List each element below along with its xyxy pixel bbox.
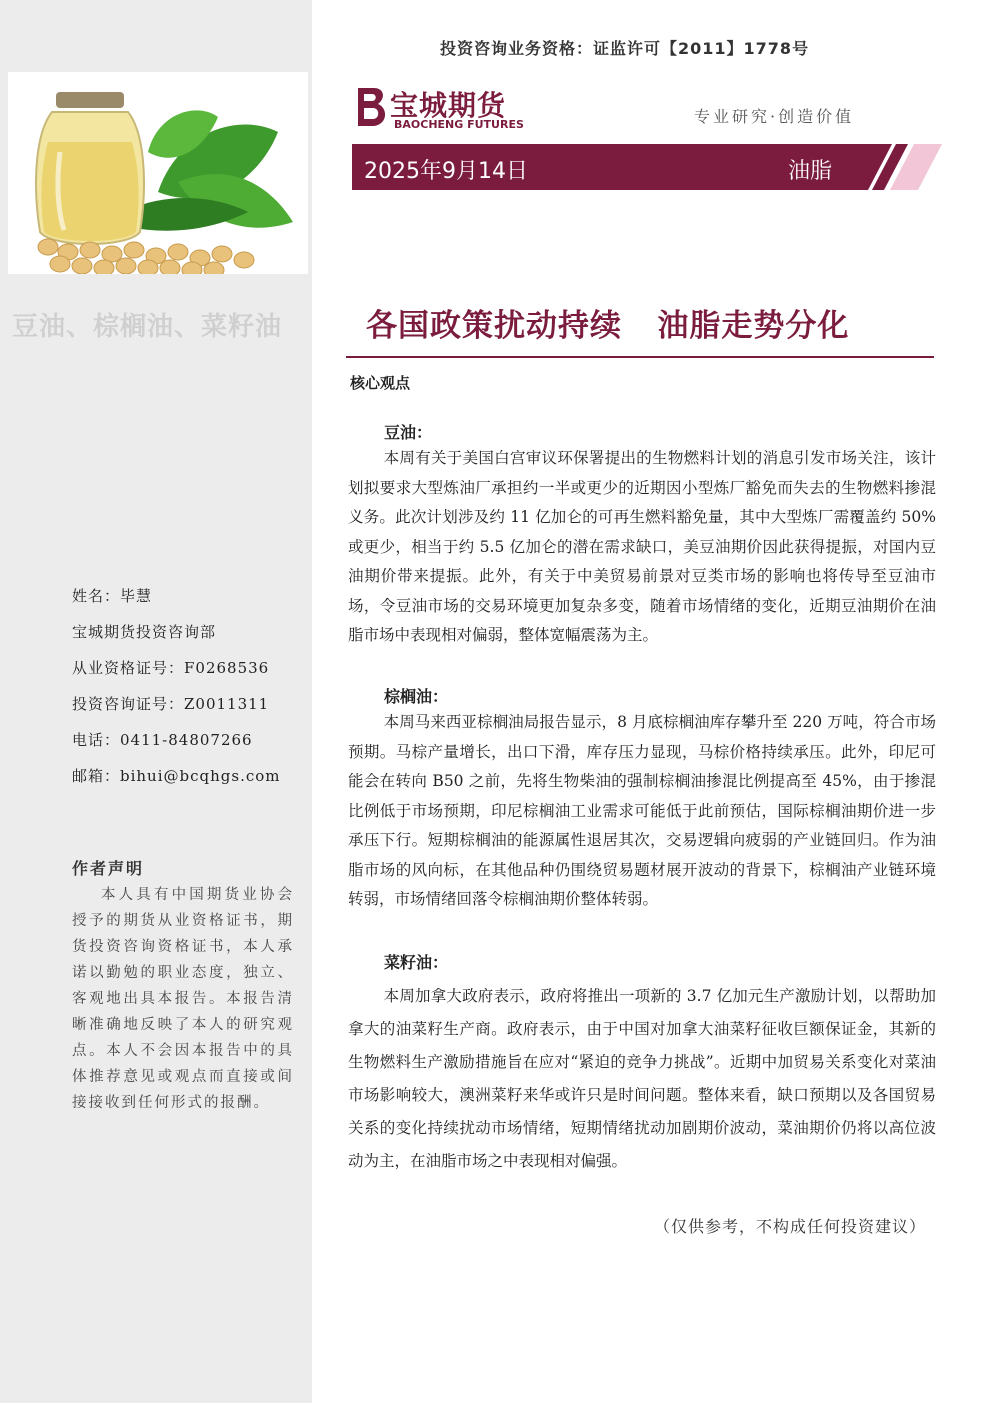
core-view-label: 核心观点 <box>350 374 411 392</box>
company-logo <box>352 84 542 134</box>
author-statement-body: 本人具有中国期货业协会授予的期货从业资格证书，期货投资咨询资格证书，本人承诺以勤勉的职业态度，独立、客观地出具本报告。本报告清晰准确地反映了本人的研究观点。本人不会因本报告中的具体推荐意见或观点而直接或间接接收到任何形式的报酬。 <box>72 887 294 1111</box>
oil-jar-and-soybeans-illustration <box>8 72 308 274</box>
product-list-title: 豆油、棕榈油、菜籽油 <box>12 312 283 342</box>
company-name-cn: 宝城期货 <box>390 89 507 122</box>
sidebar <box>0 0 312 1403</box>
investment-disclaimer: （仅供参考，不构成任何投资建议） <box>654 1217 927 1236</box>
title-divider <box>346 356 934 358</box>
section-body-rapeseed-oil: 本周加拿大政府表示，政府将推出一项新的 3.7 亿加元生产激励计划，以帮助加拿大的油菜籽生产商。政府表示，由于中国对加拿大油菜籽征收巨额保证金，其新的生物燃料生产激励措施旨在应对“紧迫的竞争力挑战”。近期中加贸易关系变化对菜油市场影响较大，澳洲菜籽来华或许只是时间问题。整体来看，缺口预期以及各国贸易关系的变化持续扰动市场情绪，短期情绪扰动加剧期价波动，菜油期价仍将以高位波动为主，在油脂市场之中表现相对偏强。 <box>348 987 936 1170</box>
section-head-soybean-oil: 豆油： <box>384 423 433 442</box>
author-contact <box>72 586 308 802</box>
section-body-palm-oil: 本周马来西亚棕榈油局报告显示，8 月底棕榈油库存攀升至 220 万吨，符合市场预期。马棕产量增长，出口下滑，库存压力显现，马棕价格持续承压。此外，印尼可能会在转向 B50 之前，先将生物柴油的强制棕榈油掺混比例提高至 45%，由于掺混比例低于市场预期，印尼棕榈油工业需求可能低于此前预估，国际棕榈油期价进一步承压下行。短期棕榈油的能源属性退居其次，交易逻辑向疲弱的产业链回归。作为油脂市场的风向标，在其他品种仍围绕贸易题材展开波动的背景下，棕榈油产业链环境转弱，市场情绪回落令棕榈油期价整体转弱。 <box>348 713 936 908</box>
company-slogan: 专业研究·创造价值 <box>694 107 855 126</box>
date-category-banner <box>352 144 942 190</box>
advisory-number: 投资咨询证号：Z0011311 <box>72 695 270 713</box>
author-department: 宝城期货投资咨询部 <box>72 623 217 641</box>
section-head-rapeseed-oil: 菜籽油： <box>384 953 449 972</box>
license-number: 从业资格证号：F0268536 <box>72 659 270 677</box>
soybean-oil-image <box>8 72 308 274</box>
author-statement-title: 作者声明 <box>72 859 145 878</box>
section-head-palm-oil: 棕榈油： <box>384 687 449 706</box>
author-name: 姓名：毕慧 <box>72 587 153 605</box>
qualification-line: 投资咨询业务资格：证监许可【2011】1778号 <box>440 39 810 58</box>
company-name-en: BAOCHENG FUTURES <box>394 118 524 131</box>
report-category: 油脂 <box>788 159 833 184</box>
phone-number: 电话：0411-84807266 <box>72 731 253 749</box>
company-logo-icon <box>352 84 388 130</box>
report-title: 各国政策扰动持续 油脂走势分化 <box>366 308 850 344</box>
report-date: 2025年9月14日 <box>364 159 528 184</box>
email-address: 邮箱：bihui@bcqhgs.com <box>72 767 281 785</box>
section-body-soybean-oil: 本周有关于美国白宫审议环保署提出的生物燃料计划的消息引发市场关注，该计划拟要求大型炼油厂承担约一半或更少的近期因小型炼厂豁免而失去的生物燃料掺混义务。此次计划涉及约 11 亿加仑的可再生燃料豁免量，其中大型炼厂需覆盖约 50%或更少，相当于约 5.5 亿加仑的潜在需求缺口，美豆油期价因此获得提振，对国内豆油期价带来提振。此外，有关于中美贸易前景对豆类市场的影响也将传导至豆油市场，令豆油市场的交易环境更加复杂多变，随着市场情绪的变化，近期豆油期价在油脂市场中表现相对偏弱，整体宽幅震荡为主。 <box>348 449 936 644</box>
